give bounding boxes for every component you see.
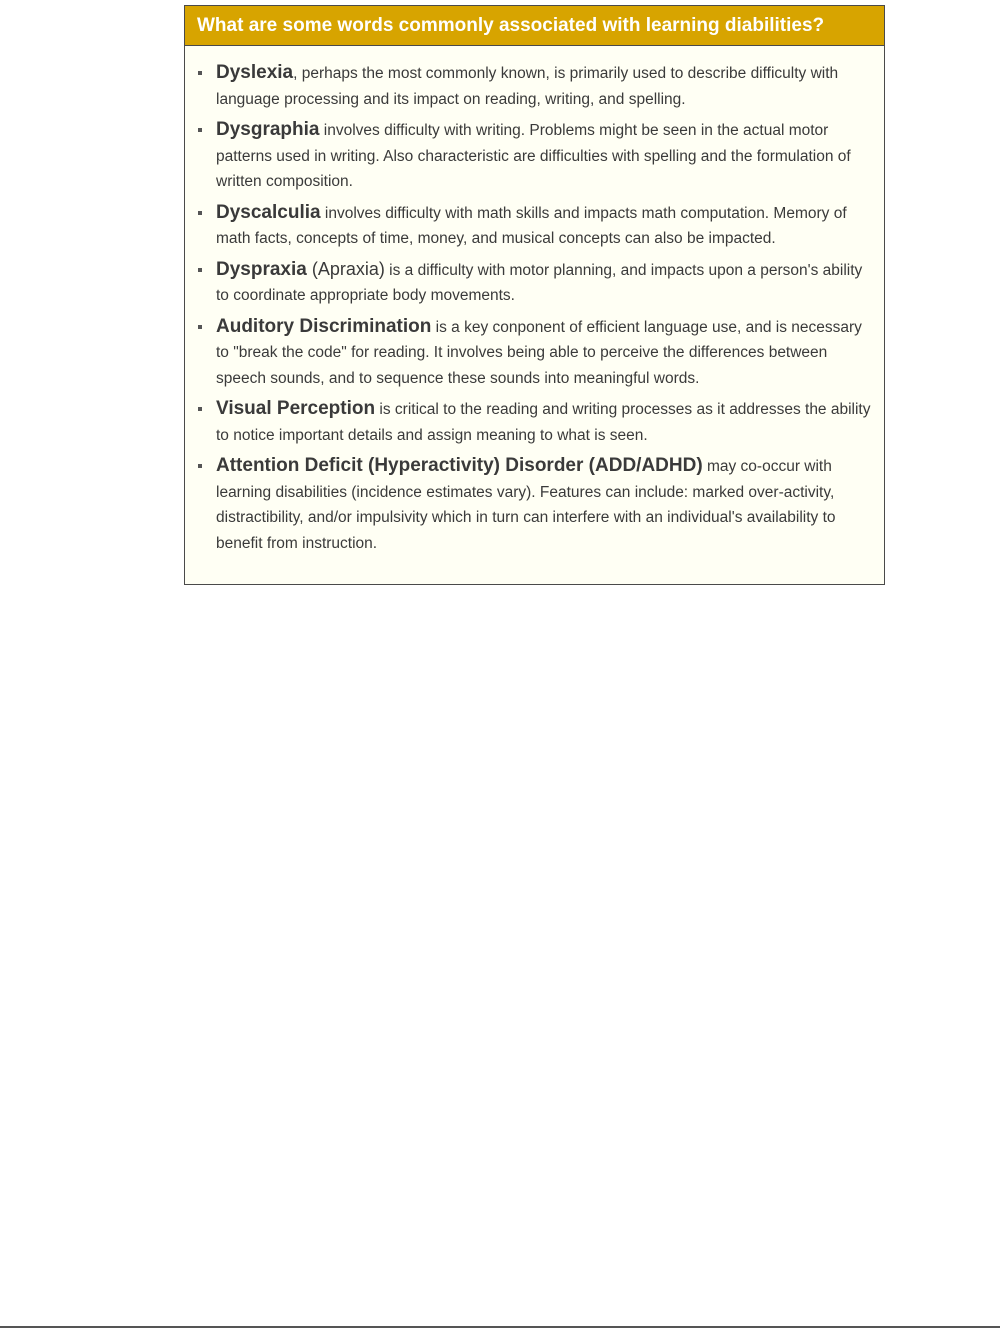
square-bullet-icon bbox=[198, 71, 202, 75]
term-name: Auditory Discrimination bbox=[216, 315, 432, 337]
term-list bbox=[185, 46, 884, 556]
term-description: is a key conponent of efficient language use, and is necessary to "break the code" for reading. It involves being able to perceive the differences between speech sounds, and to sequence these sounds into meaningful words. bbox=[216, 318, 862, 387]
term-description: involves difficulty with writing. Problems might be seen in the actual motor patterns used in writing. Also characteristic are difficulties with spelling and the formulation of written composition. bbox=[216, 122, 851, 190]
term-item-dysgraphia bbox=[197, 117, 874, 195]
square-bullet-icon bbox=[198, 407, 202, 411]
square-bullet-icon bbox=[198, 128, 202, 132]
page-bottom-rule bbox=[0, 1326, 1000, 1328]
term-description: , perhaps the most commonly known, is primarily used to describe difficulty with language processing and its impact on reading, writing, and spelling. bbox=[216, 65, 839, 108]
term-name: Dyslexia bbox=[216, 62, 294, 83]
term-item-dyspraxia bbox=[197, 257, 874, 309]
learning-disabilities-info-box bbox=[184, 5, 885, 585]
term-alias: (Apraxia) bbox=[306, 258, 385, 279]
term-item-adhd bbox=[197, 453, 874, 556]
term-name: Visual Perception bbox=[216, 398, 376, 419]
term-name: Dyscalculia bbox=[216, 201, 321, 223]
square-bullet-icon bbox=[198, 268, 202, 272]
term-item-dyscalculia bbox=[197, 200, 874, 252]
term-item-dyslexia bbox=[197, 60, 874, 112]
term-item-visual-perception bbox=[197, 396, 874, 448]
term-name: Dysgraphia bbox=[216, 119, 320, 140]
term-description: is critical to the reading and writing processes as it addresses the ability to notice important details and assign meaning to what is seen. bbox=[216, 401, 871, 444]
term-description: involves difficulty with math skills and impacts math computation. Memory of math facts, concepts of time, money, and musical concepts can also be impacted. bbox=[216, 204, 847, 247]
term-item-auditory-discrimination bbox=[197, 314, 874, 392]
square-bullet-icon bbox=[198, 211, 202, 215]
term-name: Attention Deficit (Hyperactivity) Disorder (ADD/ADHD) bbox=[216, 455, 703, 476]
term-name: Dyspraxia bbox=[216, 258, 307, 280]
square-bullet-icon bbox=[198, 464, 202, 468]
info-box-title: What are some words commonly associated with learning diabilities? bbox=[185, 6, 884, 46]
term-description: may co-occur with learning disabilities (incidence estimates vary). Features can include: marked over-activity, distractibility, and/or impulsivity which in turn can interfere with an individual's availability to benefit from instruction. bbox=[216, 458, 836, 552]
square-bullet-icon bbox=[198, 325, 202, 329]
term-description: is a difficulty with motor planning, and impacts upon a person's ability to coordinate appropriate body movements. bbox=[216, 261, 863, 304]
